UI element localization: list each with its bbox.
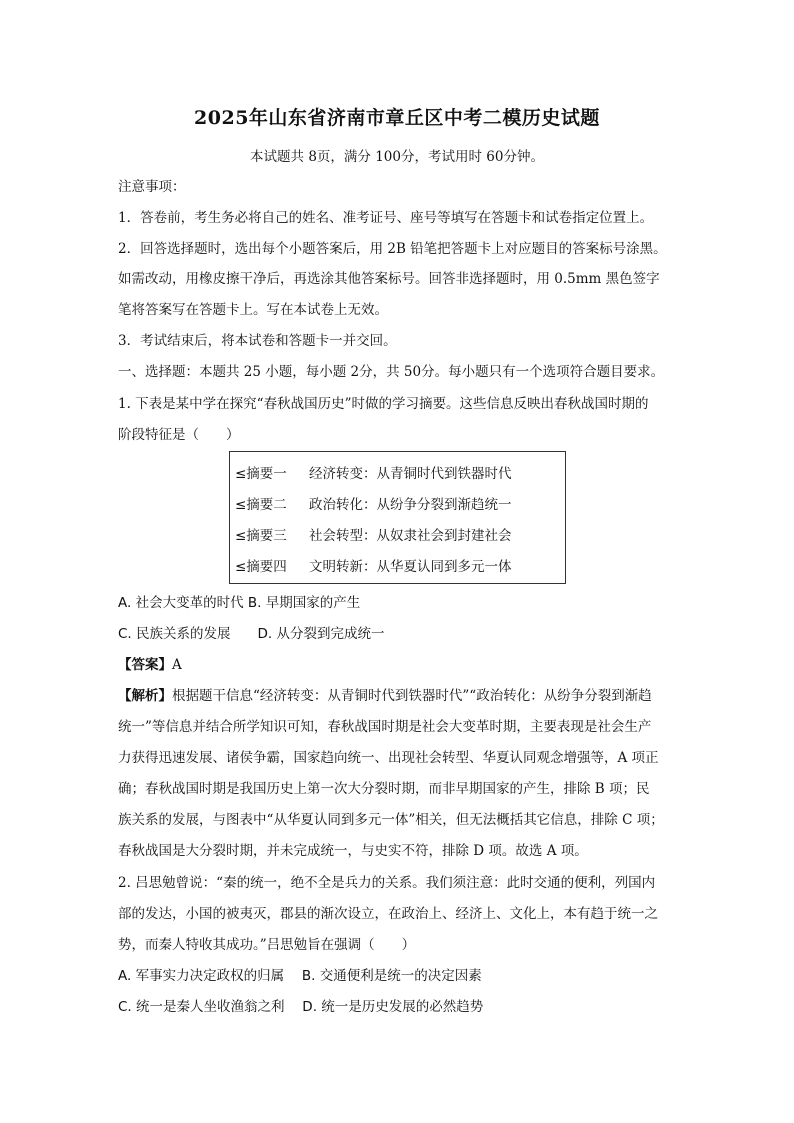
q1-analysis-line-1 (118, 687, 693, 705)
row-tag: ≤摘要一 (235, 466, 287, 482)
q1-stem-line-1: 1. 下表是某中学在探究“春秋战国历史”时做的学习摘要。这些信息反映出春秋战国时期的 (118, 396, 649, 412)
exam-info: 本试题共 8页，满分 100分，考试用时 60分钟。 (250, 149, 544, 165)
table-row (235, 555, 512, 575)
q2-stem-line-3: 势，而秦人特收其成功。”吕思勉旨在强调（ ） (118, 937, 416, 953)
note-3: 3．考试结束后，将本试卷和答题卡一并交回。 (118, 333, 397, 349)
row-tag: ≤摘要三 (235, 528, 287, 544)
row-text: 文明转新：从华夏认同到多元一体 (309, 559, 512, 575)
answer-value: A (172, 657, 182, 673)
q1-analysis-line-2: 统一”等信息并结合所学知识可知，春秋战国时期是社会大变革时期，主要表现是社会生产 (118, 719, 652, 735)
table-row (235, 524, 512, 544)
page-title: 2025年山东省济南市章丘区中考二模历史试题 (194, 107, 600, 129)
notes-heading: 注意事项： (118, 179, 186, 195)
table-row (235, 493, 512, 513)
analysis-label: 【解析】 (118, 688, 172, 704)
row-text: 政治转化：从纷争分裂到渐趋统一 (309, 497, 512, 513)
q1-options-ab: A. 社会大变革的时代 B. 早期国家的产生 (118, 595, 361, 611)
row-tag: ≤摘要四 (235, 559, 287, 575)
note-2-line-1: 2．回答选择题时，选出每个小题答案后，用 2B 铅笔把答题卡上对应题目的答案标号涂黑。 (118, 241, 667, 257)
q1-options-cd: C. 民族关系的发展 D. 从分裂到完成统一 (118, 626, 385, 642)
note-1: 1．答卷前，考生务必将自己的姓名、准考证号、座号等填写在答题卡和试卷指定位置上。 (118, 210, 654, 226)
q1-stem-line-2: 阶段特征是（ ） (118, 427, 240, 443)
table-row (235, 462, 512, 482)
q1-analysis-line-4: 确；春秋战国时期是我国历史上第一次大分裂时期，而非早期国家的产生，排除 B 项；民 (118, 781, 650, 797)
q1-analysis-line-3: 力获得迅速发展、诸侯争霸，国家趋向统一、出现社会转型、华夏认同观念增强等，A 项正 (118, 750, 659, 766)
row-text: 社会转型：从奴隶社会到封建社会 (309, 528, 512, 544)
q1-summary-table (229, 451, 566, 584)
q2-stem-line-2: 部的发达，小国的被夷灭，郡县的渐次设立，在政治上、经济上、文化上，本有趋于统一之 (118, 906, 658, 922)
row-tag: ≤摘要二 (235, 497, 287, 513)
q2-stem-line-1: 2. 吕思勉曾说：“秦的统一，绝不全是兵力的关系。我们须注意：此时交通的便利，列国内 (118, 875, 656, 891)
note-2-line-2: 如需改动，用橡皮擦干净后，再选涂其他答案标号。回答非选择题时，用 0.5mm 黑色签字 (118, 271, 660, 287)
q1-analysis-line-6: 春秋战国是大分裂时期，并未完成统一，与史实不符，排除 D 项。故选 A 项。 (118, 843, 588, 859)
q2-options-cd: C. 统一是秦人坐收渔翁之利 D. 统一是历史发展的必然趋势 (118, 999, 484, 1015)
q1-analysis-line-5: 族关系的发展，与图表中“从华夏认同到多元一体”相关，但无法概括其它信息，排除 C 项； (118, 812, 664, 828)
note-2-line-3: 笔将答案写在答题卡上。写在本试卷上无效。 (118, 302, 388, 318)
q1-answer (118, 656, 693, 674)
answer-label: 【答案】 (118, 657, 172, 673)
row-text: 经济转变：从青铜时代到铁器时代 (309, 466, 512, 482)
q2-options-ab: A. 军事实力决定政权的归属 B. 交通便利是统一的决定因素 (118, 968, 482, 984)
analysis-text: 根据题干信息“经济转变：从青铜时代到铁器时代”“政治转化：从纷争分裂到渐趋 (172, 688, 652, 704)
section-heading: 一、选择题：本题共 25 小题，每小题 2分，共 50分。每小题只有一个选项符合题目要求。 (118, 364, 665, 380)
